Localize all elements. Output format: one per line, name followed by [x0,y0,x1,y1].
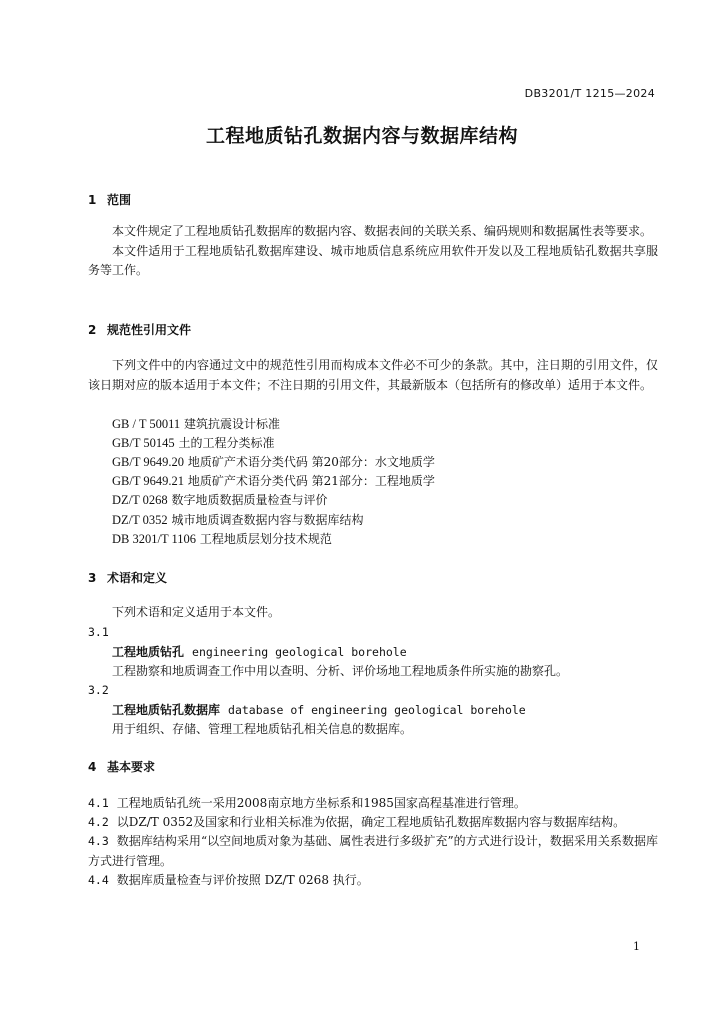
reference-code: GB/T 9649.20 [112,455,184,469]
section-3-intro [88,603,658,623]
term-number: 3.2 [88,683,109,697]
reference-item [112,434,274,451]
requirement-item [88,871,658,891]
term-number: 3.1 [88,625,109,639]
section-4-heading [88,758,155,775]
section-number: 1 [88,193,97,207]
term-name [112,701,526,718]
section-number: 3 [88,571,97,585]
requirement-item [88,832,658,871]
section-title: 范围 [107,193,132,207]
paragraph: 本文件规定了工程地质钻孔数据库的数据内容、数据表间的关联关系、编码规则和数据属性表等要求。 [112,224,653,238]
reference-name: 地质矿产术语分类代码 第21部分：工程地质学 [187,474,435,488]
reference-item [112,511,364,528]
requirement-text: 以DZ/T 0352及国家和行业相关标准为依据，确定工程地质钻孔数据库数据内容与数据库结构。 [116,815,626,829]
requirement-text: 数据库结构采用“以空间地质对象为基础、属性表进行多级扩充”的方式进行设计，数据采用关系数据库方式进行管理。 [88,834,658,868]
reference-code: GB / T 50011 [112,417,181,431]
reference-name: 城市地质调查数据内容与数据库结构 [171,513,364,527]
term-definition: 工程勘察和地质调查工作中用以查明、分析、评价场地工程地质条件所实施的勘察孔。 [112,664,569,678]
paragraph: 本文件适用于工程地质钻孔数据库建设、城市地质信息系统应用软件开发以及工程地质钻孔数据共享服务等工作。 [88,243,658,277]
paragraph: 下列术语和定义适用于本文件。 [112,605,281,619]
section-number: 4 [88,760,97,774]
page-number: 1 [633,940,640,953]
requirement-item [88,813,658,833]
term-name-en: engineering geological borehole [192,645,407,659]
standard-code: DB3201/T 1215—2024 [524,87,655,100]
reference-name: 地质矿产术语分类代码 第20部分：水文地质学 [187,455,435,469]
requirement-number: 4.3 [88,834,109,848]
requirement-text: 工程地质钻孔统一采用2008南京地方坐标系和1985国家高程基准进行管理。 [116,796,526,810]
requirement-number: 4.2 [88,815,109,829]
requirement-number: 4.1 [88,796,109,810]
reference-name: 工程地质层划分技术规范 [199,532,332,546]
section-title: 规范性引用文件 [107,323,192,337]
section-1-heading [88,191,131,208]
reference-code: GB/T 50145 [112,436,175,450]
reference-code: DZ/T 0268 [112,493,168,507]
reference-name: 数字地质数据质量检查与评价 [171,493,328,507]
term-name-zh: 工程地质钻孔数据库 [112,703,221,717]
reference-name: 土的工程分类标准 [178,436,275,450]
reference-code: DZ/T 0352 [112,513,168,527]
requirement-number: 4.4 [88,873,109,887]
paragraph: 下列文件中的内容通过文中的规范性引用而构成本文件必不可少的条款。其中，注日期的引用文件，仅该日期对应的版本适用于本文件；不注日期的引用文件，其最新版本（包括所有的修改单）适用于本文件。 [88,358,658,392]
section-title: 基本要求 [107,760,156,774]
reference-code: DB 3201/T 1106 [112,532,197,546]
reference-name: 建筑抗震设计标准 [184,417,281,431]
requirement-text: 数据库质量检查与评价按照 DZ/T 0268 执行。 [116,873,369,887]
document-title: 工程地质钻孔数据内容与数据库结构 [205,125,518,147]
term-definition: 用于组织、存储、管理工程地质钻孔相关信息的数据库。 [112,722,413,736]
term-name-en: database of engineering geological borehole [228,703,526,717]
section-title: 术语和定义 [107,571,168,585]
reference-item [112,415,280,432]
reference-item [112,453,435,470]
section-2-heading [88,321,191,338]
requirement-item [88,794,658,814]
reference-item [112,491,328,508]
section-1-body [88,222,658,281]
reference-code: GB/T 9649.21 [112,474,184,488]
section-number: 2 [88,323,97,337]
section-2-intro [88,356,658,395]
reference-item [112,530,332,547]
term-name-zh: 工程地质钻孔 [112,645,185,659]
reference-item [112,472,435,489]
section-3-heading [88,569,167,586]
term-name [112,643,407,660]
